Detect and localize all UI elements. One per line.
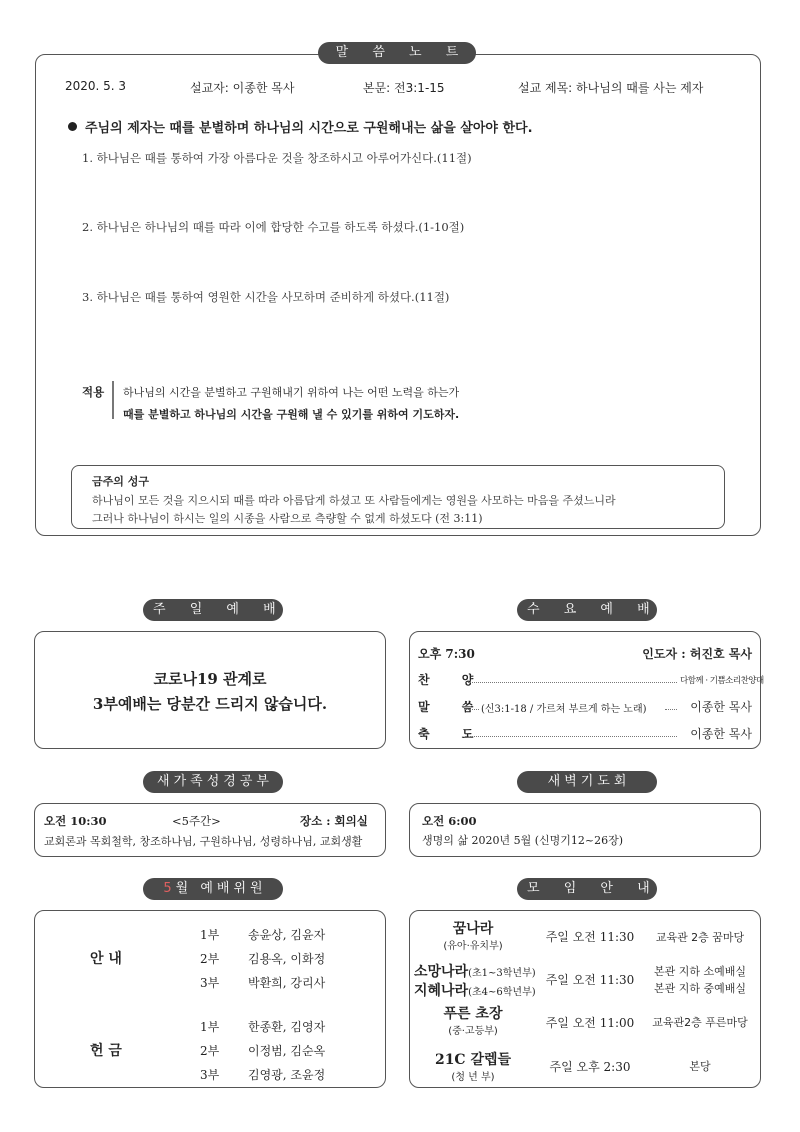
meeting-name-text: 소망나라: [414, 964, 469, 980]
committee-part: 3부: [200, 1068, 220, 1082]
meeting-place: 교육관2층 푸른마당: [652, 1016, 748, 1029]
meeting-name: [414, 961, 536, 981]
wednesday-row-middle: (신3:1-18 / 가르쳐 부르게 하는 노래): [481, 704, 647, 715]
weekly-verse-title: 금주의 성구: [92, 475, 149, 488]
committee-names: 한종환, 김영자: [248, 1020, 326, 1034]
meetings-title: 모 임 안 내: [517, 878, 657, 900]
leader-dots: [465, 709, 479, 710]
committee-part: 2부: [200, 952, 220, 966]
meeting-place: 본관 지하 소예배실: [653, 965, 746, 978]
sunday-worship-title: 주 일 예 배: [143, 599, 283, 621]
apply-label: 적용: [82, 385, 105, 399]
meeting-sub: (초4~6학년부): [468, 987, 536, 998]
wednesday-row-value: 이종한 목사: [690, 727, 752, 741]
sermon-point: 2. 하나님은 하나님의 때를 따라 이에 합당한 수고를 하도록 하셨다.(1-10절): [82, 220, 465, 234]
meeting-name: 꿈나라: [452, 921, 494, 937]
wednesday-row-label: 말 씀: [418, 700, 488, 714]
weekly-verse-line: 그러나 하나님이 하시는 일의 시종을 사람으로 측량할 수 없게 하셨도다 (전 3:11): [92, 512, 483, 525]
meeting-time: 주일 오전 11:30: [545, 930, 635, 944]
meeting-time: 주일 오전 11:00: [545, 1016, 635, 1030]
worship-committee-title: [143, 878, 283, 900]
dawn-prayer-detail: 생명의 삶 2020년 5월 (신명기12~26장): [422, 834, 624, 847]
month-number: 5: [163, 881, 176, 896]
wednesday-row-value: 이종한 목사: [690, 700, 752, 714]
committee-part: 2부: [200, 1044, 220, 1058]
meeting-sub: (유아·유치부): [443, 941, 503, 952]
meeting-time: 주일 오후 2:30: [549, 1060, 631, 1074]
family-study-title: 새가족성경공부: [143, 771, 283, 793]
worship-committee-title-text: 월 예배위원: [175, 881, 267, 896]
sermon-preacher: 설교자: 이종한 목사: [190, 81, 295, 95]
meeting-time: 주일 오전 11:30: [545, 973, 635, 987]
meeting-name: 푸른 초장: [443, 1006, 503, 1022]
sermon-notes-title: 말 씀 노 트: [318, 42, 476, 64]
committee-names: 김영광, 조윤정: [248, 1068, 326, 1082]
meeting-name: 21C 갈렙들: [434, 1052, 512, 1068]
meeting-sub: (초1~3학년부): [468, 968, 536, 979]
apply-divider: [112, 381, 114, 419]
committee-names: 박환희, 강리사: [248, 976, 326, 990]
sermon-title: 설교 제목: 하나님의 때를 사는 제자: [518, 81, 704, 95]
wednesday-row-label: 축 도: [418, 727, 488, 741]
meeting-name-text: 지혜나라: [414, 983, 469, 999]
weekly-verse-line: 하나님이 모든 것을 지으시되 때를 따라 아름답게 하셨고 또 사람들에게는 영원을 사모하는 마음을 주셨느니라: [92, 494, 616, 507]
leader-dots: [665, 709, 677, 710]
family-study-duration: <5주간>: [172, 814, 221, 828]
committee-names: 이정범, 김순옥: [248, 1044, 326, 1058]
committee-part: 1부: [200, 928, 220, 942]
meeting-sub: (중·고등부): [448, 1026, 498, 1037]
apply-line: 하나님의 시간을 분별하고 구원해내기 위하여 나는 어떤 노력을 하는가: [123, 386, 460, 399]
dawn-prayer-time: 오전 6:00: [422, 814, 477, 828]
sunday-notice-line: 코로나19 관계로: [153, 670, 267, 688]
meeting-place: 교육관 2층 꿈마당: [655, 931, 745, 944]
sermon-date: 2020. 5. 3: [65, 79, 127, 93]
sermon-text: 본문: 전3:1-15: [363, 81, 445, 95]
wednesday-time: 오후 7:30: [418, 647, 475, 661]
apply-line: 때를 분별하고 하나님의 시간을 구원해 낼 수 있기를 위하여 기도하자.: [123, 408, 460, 421]
leader-dots: [465, 736, 677, 737]
committee-group-name: 헌 금: [90, 1043, 122, 1059]
sunday-worship-box: [34, 631, 386, 749]
wednesday-leader: 인도자 : 허진호 목사: [642, 647, 752, 661]
committee-names: 송윤상, 김윤자: [248, 928, 326, 942]
meeting-place: 본관 지하 중예배실: [653, 982, 746, 995]
committee-part: 3부: [200, 976, 220, 990]
family-study-place: 장소 : 회의실: [300, 814, 368, 828]
bullet-icon: [68, 122, 77, 131]
wednesday-row-value: 다함께 · 기쁨소리찬양대: [680, 676, 764, 686]
meeting-sub: (청 년 부): [451, 1072, 495, 1083]
meeting-name: [414, 980, 536, 1000]
sermon-thesis: [68, 117, 533, 136]
family-study-time: 오전 10:30: [44, 814, 107, 828]
leader-dots: [465, 682, 677, 683]
family-study-topics: 교회론과 목회철학, 창조하나님, 구원하나님, 성령하나님, 교회생활: [44, 835, 363, 848]
wednesday-row-label: 찬 양: [418, 673, 488, 687]
committee-group-name: 안 내: [90, 951, 122, 967]
committee-names: 김용옥, 이화정: [248, 952, 326, 966]
sermon-point: 3. 하나님은 때를 통하여 영원한 시간을 사모하며 준비하게 하셨다.(11절): [82, 290, 450, 304]
meeting-place: 본당: [689, 1060, 711, 1073]
wednesday-worship-title: 수 요 예 배: [517, 599, 657, 621]
sermon-point: 1. 하나님은 때를 통하여 가장 아름다운 것을 창조하시고 아루어가신다.(11절): [82, 151, 472, 165]
sunday-notice-line: 3부예배는 당분간 드리지 않습니다.: [92, 695, 328, 713]
thesis-text: 주님의 제자는 때를 분별하며 하나님의 시간으로 구원해내는 삶을 살아야 한다.: [85, 121, 533, 136]
dawn-prayer-title: 새벽기도회: [517, 771, 657, 793]
committee-part: 1부: [200, 1020, 220, 1034]
dawn-prayer-box: [409, 803, 761, 857]
